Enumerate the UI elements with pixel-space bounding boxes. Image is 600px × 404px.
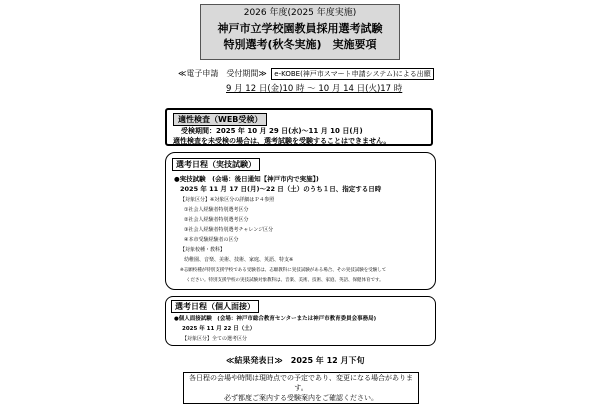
interview-box [165,296,436,346]
note-line: 必ず都度ご案内する受験案内をご確認ください。 [224,394,378,402]
title-box [200,4,400,60]
application-system: e-KOBE(神戸市スマート申請システム)による出願 [271,68,433,80]
notes-box [183,372,419,404]
interview-heading: 選考日程（個人面接） [171,300,259,313]
interview-date: 2025 年 11 月 22 日（土） [182,326,256,332]
title-sub: 特別選考(秋冬実施) 実施要項 [223,38,377,51]
practical-note-1: ※志願校種が特別支援学校である受験者は、志願教科に実技試験がある場合、その実技試験を受験して [180,268,387,273]
practical-subjects-label: 【対象校種・教科】 [180,247,226,253]
interview-exam-title: ●個人面接試験 (会場：神戸市総合教育センターまたは神戸市教育委員会事務局) [174,316,377,322]
note-line: 各日程の会場や時間は現時点での予定であり、変更になる場合があります。 [189,374,413,392]
practical-exam-title: ●実技試験 (会場：後日通知【神戸市内で実施】) [174,175,319,183]
application-label: ≪電子申請 受付期間≫ [178,69,267,78]
practical-heading: 選考日程（実技試験） [172,158,260,171]
practical-subjects: 幼稚園、音楽、美術、技術、家庭、英語、特支※ [184,257,294,263]
aptitude-heading: 適性検査（WEB受検） [173,113,267,126]
practical-exam-dates: 2025 年 11 月 17 日(月)～22 日（土）のうち１日、指定する日時 [180,185,382,193]
practical-category: ④本市受験経験者の区分 [184,237,239,243]
application-period [226,82,402,94]
practical-box [165,152,436,290]
practical-target-label: 【対象区分】※対象区分の詳細はＰ４参照 [180,197,275,203]
practical-category: ①社会人経験者特別選考区分 [184,207,249,213]
aptitude-warning: 適性検査を未受検の場合は、選考試験を受験することはできません。 [173,137,391,145]
application-period-text: 9 月 12 日(金)10 時 ～ 10 月 14 日(火)17 時 [226,84,403,94]
title-year: 2026 年度(2025 年度実施) [243,8,357,18]
aptitude-period: 受検期間：2025 年 10 月 29 日(水)～11 月 10 日(月) [181,127,363,135]
practical-category: ③社会人経験者特別選考チャレンジ区分 [184,227,274,233]
aptitude-box [165,108,433,146]
application-row [178,68,434,80]
practical-note-2: ください。特別支援学校の実技試験対象教科は、音楽、美術、技術、家庭、英語、保健体育です。 [186,278,384,283]
interview-target: 【対象区分】全ての選考区分 [182,336,248,342]
result-announcement: ≪結果発表日≫ 2025 年 12 月下旬 [226,356,365,365]
practical-category: ②社会人経験者特別選考区分 [184,217,249,223]
title-main: 神戸市立学校園教員採用選考試験 [217,22,383,35]
